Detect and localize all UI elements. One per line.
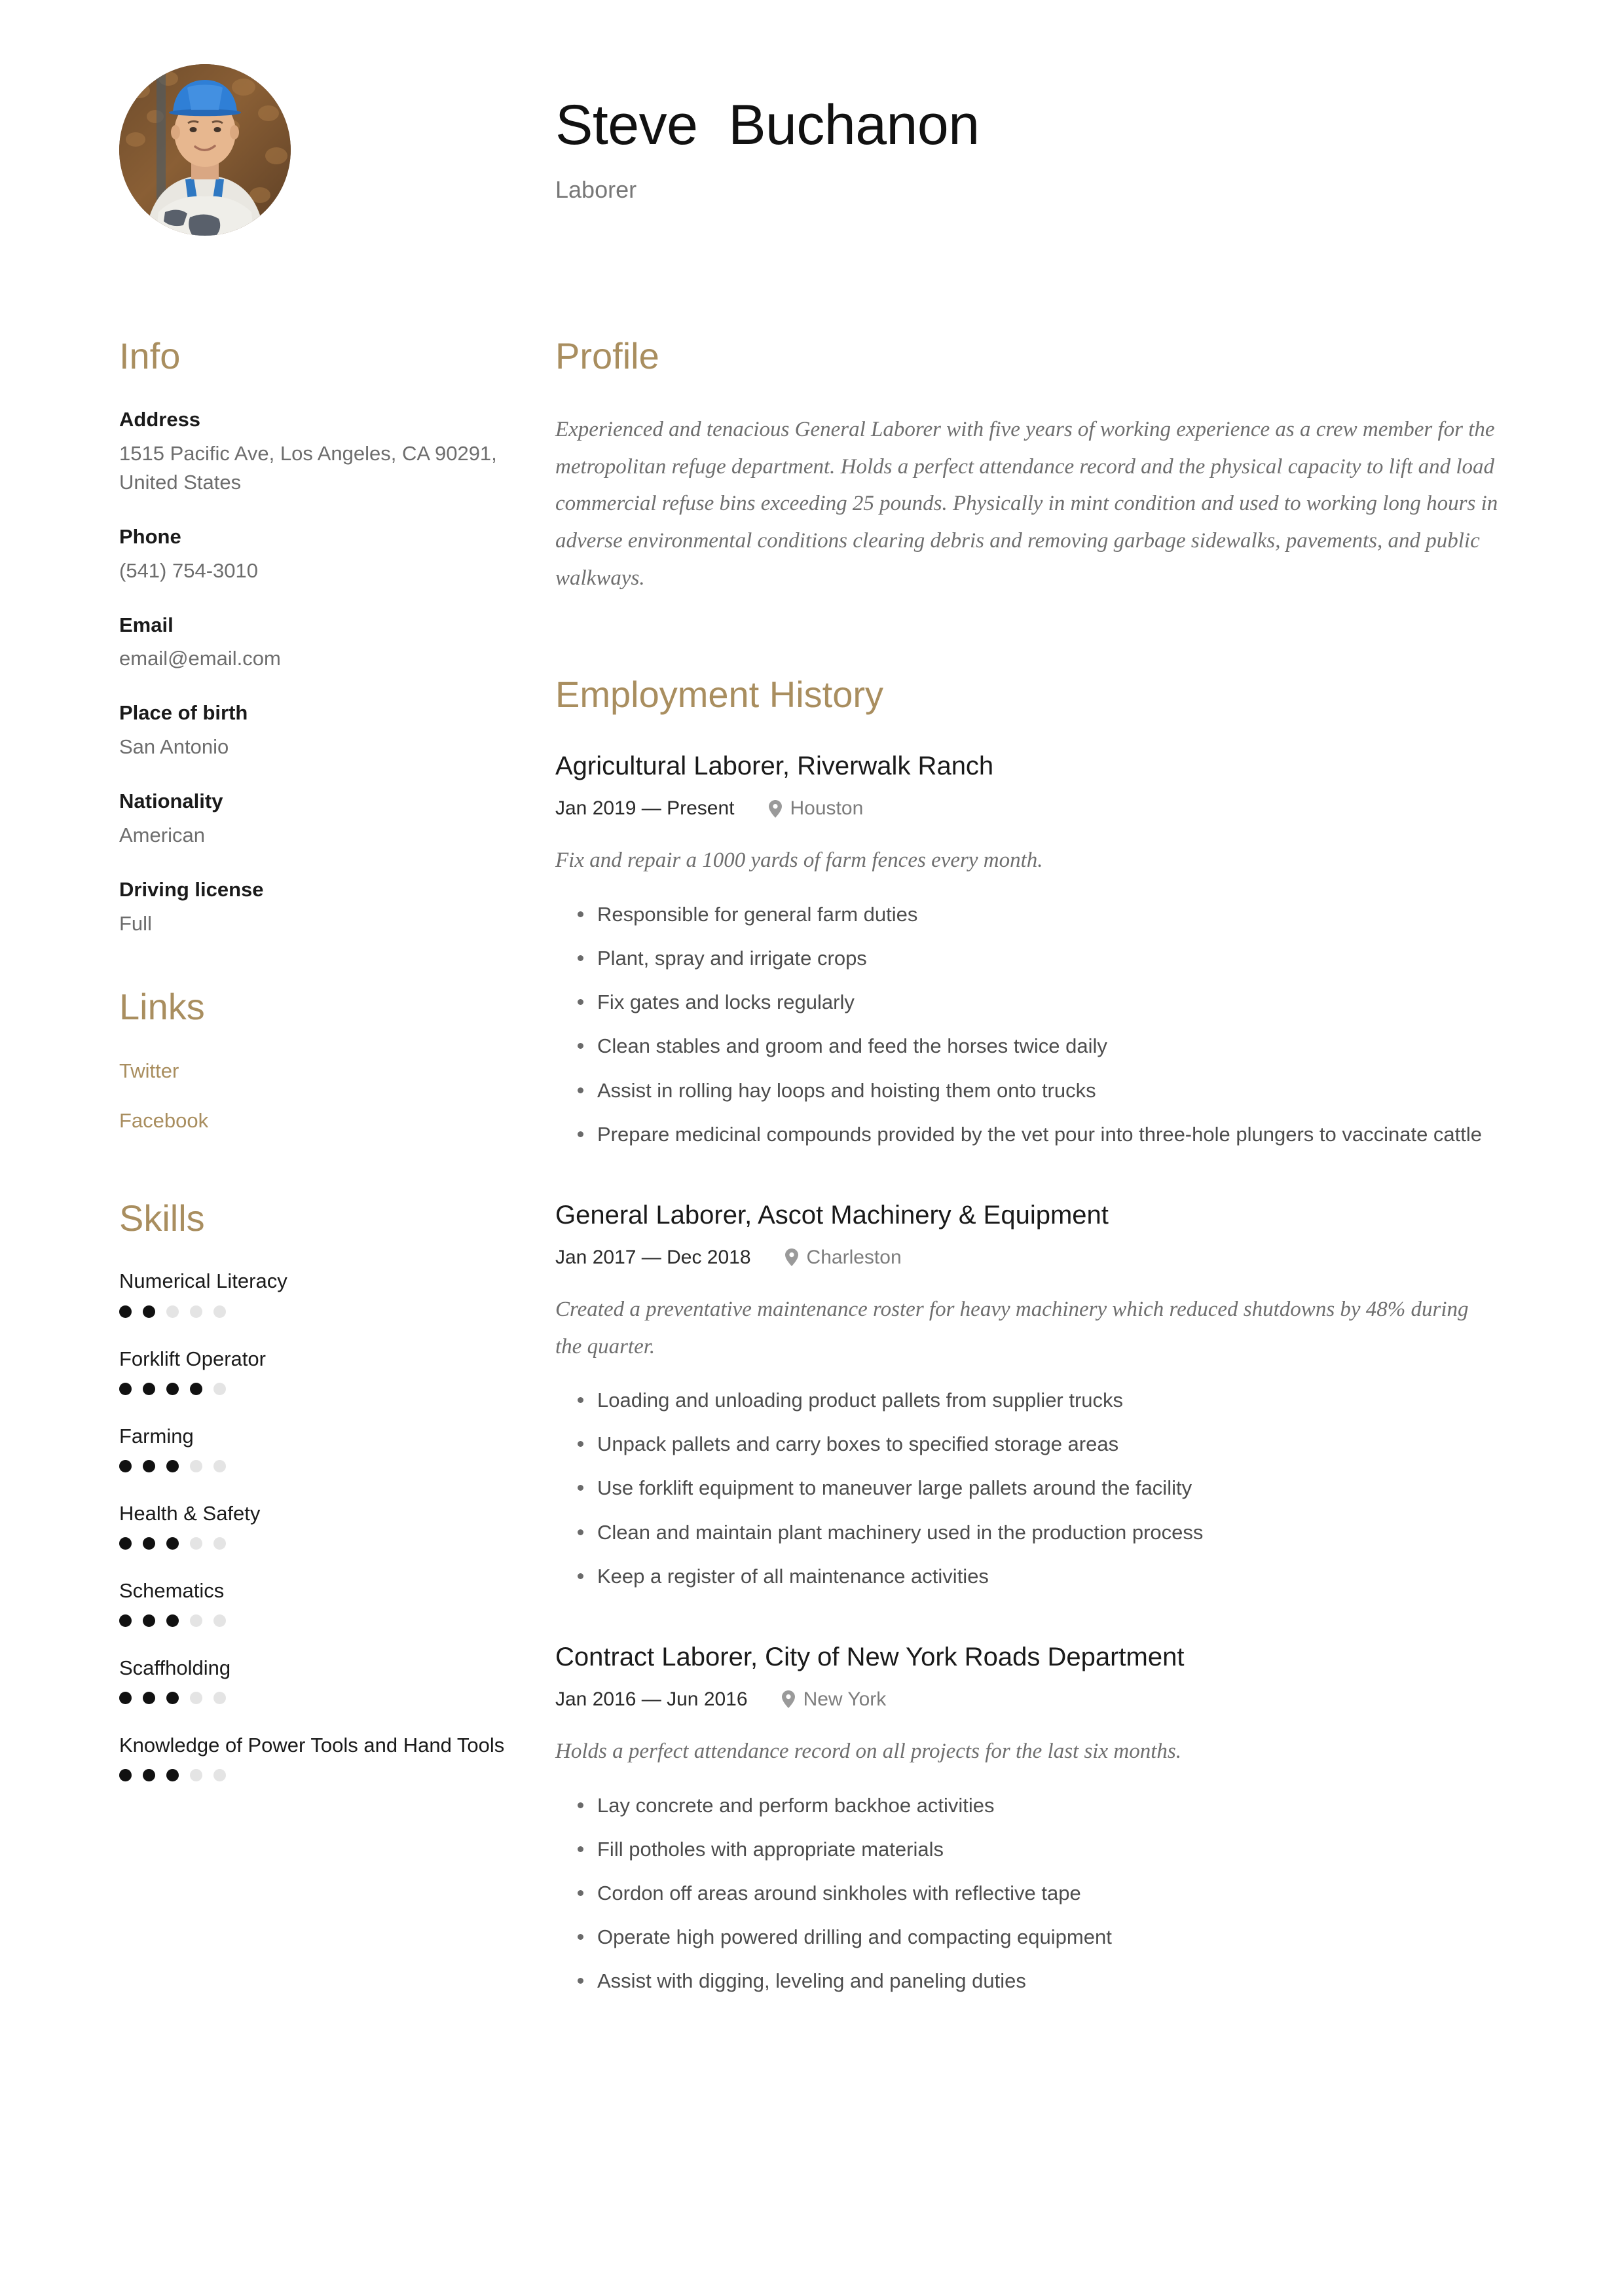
rating-dot-empty bbox=[190, 1769, 202, 1781]
job-location bbox=[782, 1688, 887, 1711]
info-label: Nationality bbox=[119, 790, 223, 813]
main-column bbox=[555, 337, 1538, 2045]
info-item-nationality bbox=[119, 788, 512, 850]
rating-dot-filled bbox=[166, 1614, 179, 1627]
skill-item bbox=[119, 1654, 512, 1704]
info-item-email bbox=[119, 611, 512, 674]
info-label: Email bbox=[119, 613, 174, 636]
job-role: Agricultural Laborer, Riverwalk Ranch bbox=[555, 752, 994, 781]
job-bullet: Clean stables and groom and feed the horses twice daily bbox=[597, 1030, 1514, 1061]
rating-dot-filled bbox=[119, 1537, 132, 1550]
rating-dot-filled bbox=[166, 1383, 179, 1395]
rating-dot-filled bbox=[190, 1383, 202, 1395]
avatar bbox=[119, 64, 291, 236]
info-value: (541) 754-3010 bbox=[119, 558, 258, 582]
rating-dot-filled bbox=[119, 1305, 132, 1318]
rating-dot-filled bbox=[119, 1769, 132, 1781]
rating-dot-filled bbox=[143, 1769, 155, 1781]
location-pin-icon bbox=[785, 1248, 798, 1266]
links-section bbox=[119, 985, 512, 1135]
job-bullet: Unpack pallets and carry boxes to specified storage areas bbox=[597, 1429, 1514, 1459]
job-role: Contract Laborer, City of New York Roads Department bbox=[555, 1642, 1185, 1671]
job-summary: Fix and repair a 1000 yards of farm fences every month. bbox=[555, 848, 1043, 873]
employment-heading: Employment History bbox=[555, 673, 884, 715]
job-location-label: Houston bbox=[790, 797, 864, 820]
rating-dot-filled bbox=[166, 1769, 179, 1781]
info-label: Address bbox=[119, 407, 201, 431]
skill-item bbox=[119, 1732, 512, 1781]
rating-dot-empty bbox=[213, 1305, 226, 1318]
info-heading: Info bbox=[119, 335, 181, 376]
rating-dot-empty bbox=[166, 1305, 179, 1318]
skill-rating bbox=[119, 1460, 512, 1472]
rating-dot-filled bbox=[143, 1692, 155, 1704]
rating-dot-empty bbox=[213, 1769, 226, 1781]
rating-dot-empty bbox=[213, 1614, 226, 1627]
rating-dot-empty bbox=[213, 1537, 226, 1550]
info-section bbox=[119, 337, 512, 938]
rating-dot-empty bbox=[190, 1305, 202, 1318]
job-bullets bbox=[555, 1790, 1538, 1997]
rating-dot-filled bbox=[166, 1692, 179, 1704]
skill-item bbox=[119, 1577, 512, 1627]
info-item-address bbox=[119, 406, 512, 497]
rating-dot-filled bbox=[143, 1614, 155, 1627]
skill-item bbox=[119, 1267, 512, 1317]
job-location-label: New York bbox=[803, 1688, 887, 1710]
rating-dot-empty bbox=[213, 1383, 226, 1395]
rating-dot-filled bbox=[119, 1460, 132, 1472]
job-date: Jan 2016 — Jun 2016 bbox=[555, 1688, 748, 1710]
info-label: Driving license bbox=[119, 878, 264, 902]
info-label: Phone bbox=[119, 524, 181, 548]
info-item-place-of-birth bbox=[119, 699, 512, 761]
job-bullet: Plant, spray and irrigate crops bbox=[597, 943, 1514, 974]
location-pin-icon bbox=[769, 800, 782, 818]
job-date: Jan 2019 — Present bbox=[555, 797, 735, 820]
job-date: Jan 2017 — Dec 2018 bbox=[555, 1246, 751, 1268]
info-item-driving-license bbox=[119, 876, 512, 938]
skills-heading: Skills bbox=[119, 1197, 205, 1239]
job-bullet: Cordon off areas around sinkholes with reflective tape bbox=[597, 1878, 1514, 1908]
rating-dot-filled bbox=[166, 1537, 179, 1550]
info-value: American bbox=[119, 824, 205, 847]
info-item-phone bbox=[119, 523, 512, 585]
job-bullet: Fix gates and locks regularly bbox=[597, 987, 1514, 1017]
skill-item bbox=[119, 1500, 512, 1550]
name-block bbox=[555, 94, 1538, 203]
skill-item bbox=[119, 1423, 512, 1472]
resume-header bbox=[0, 0, 1624, 288]
skill-rating bbox=[119, 1614, 512, 1627]
job-location bbox=[785, 1247, 902, 1269]
rating-dot-filled bbox=[119, 1692, 132, 1704]
info-value: Full bbox=[119, 911, 152, 935]
link-facebook[interactable]: Facebook bbox=[119, 1109, 209, 1133]
job-bullet: Use forklift equipment to maneuver large pallets around the facility bbox=[597, 1472, 1514, 1503]
job-meta bbox=[555, 1688, 1538, 1711]
job-summary: Created a preventative maintenance roster for heavy machinery which reduced shutdowns by 48% during the quarter. bbox=[555, 1297, 1469, 1358]
skill-rating bbox=[119, 1305, 512, 1318]
info-value: email@email.com bbox=[119, 647, 281, 670]
skill-name: Numerical Literacy bbox=[119, 1269, 287, 1293]
job-bullet: Clean and maintain plant machinery used in the production process bbox=[597, 1517, 1514, 1548]
sidebar bbox=[119, 337, 512, 1809]
rating-dot-empty bbox=[213, 1460, 226, 1472]
job-bullet: Lay concrete and perform backhoe activities bbox=[597, 1790, 1514, 1821]
job-title-subtitle: Laborer bbox=[555, 176, 637, 203]
job-bullet: Responsible for general farm duties bbox=[597, 899, 1514, 930]
skill-name: Health & Safety bbox=[119, 1501, 261, 1525]
rating-dot-filled bbox=[166, 1460, 179, 1472]
job-meta bbox=[555, 797, 1538, 820]
rating-dot-filled bbox=[143, 1537, 155, 1550]
rating-dot-empty bbox=[213, 1692, 226, 1704]
job-entry bbox=[555, 749, 1538, 1149]
skills-section bbox=[119, 1199, 512, 1782]
rating-dot-empty bbox=[190, 1614, 202, 1627]
profile-section bbox=[555, 337, 1538, 597]
info-value: 1515 Pacific Ave, Los Angeles, CA 90291, United States bbox=[119, 441, 497, 494]
job-entry bbox=[555, 1198, 1538, 1592]
job-location-label: Charleston bbox=[806, 1246, 902, 1268]
skill-rating bbox=[119, 1769, 512, 1781]
skill-name: Schematics bbox=[119, 1578, 225, 1602]
rating-dot-filled bbox=[119, 1614, 132, 1627]
job-summary: Holds a perfect attendance record on all projects for the last six months. bbox=[555, 1739, 1181, 1763]
job-bullet: Fill potholes with appropriate materials bbox=[597, 1834, 1514, 1865]
rating-dot-filled bbox=[143, 1305, 155, 1318]
skill-name: Scaffholding bbox=[119, 1656, 231, 1680]
location-pin-icon bbox=[782, 1690, 795, 1708]
link-twitter[interactable]: Twitter bbox=[119, 1059, 179, 1082]
rating-dot-filled bbox=[119, 1383, 132, 1395]
page-title: Steve Buchanon bbox=[555, 94, 980, 156]
job-bullets bbox=[555, 1385, 1538, 1592]
employment-section bbox=[555, 673, 1538, 1997]
job-location bbox=[769, 797, 864, 820]
info-label: Place of birth bbox=[119, 701, 248, 725]
job-bullet: Prepare medicinal compounds provided by the vet pour into three-hole plungers to vaccinate cattle bbox=[597, 1119, 1514, 1150]
job-bullet: Loading and unloading product pallets from supplier trucks bbox=[597, 1385, 1514, 1415]
skill-rating bbox=[119, 1692, 512, 1704]
job-bullet: Assist with digging, leveling and paneling duties bbox=[597, 1965, 1514, 1996]
rating-dot-empty bbox=[190, 1537, 202, 1550]
skill-name: Forklift Operator bbox=[119, 1347, 266, 1370]
skill-rating bbox=[119, 1383, 512, 1395]
job-bullets bbox=[555, 899, 1538, 1150]
job-bullet: Assist in rolling hay loops and hoisting them onto trucks bbox=[597, 1075, 1514, 1106]
rating-dot-empty bbox=[190, 1692, 202, 1704]
job-meta bbox=[555, 1247, 1538, 1269]
skill-name: Knowledge of Power Tools and Hand Tools bbox=[119, 1734, 505, 1757]
skill-item bbox=[119, 1345, 512, 1395]
job-bullet: Keep a register of all maintenance activities bbox=[597, 1561, 1514, 1592]
rating-dot-empty bbox=[190, 1460, 202, 1472]
skill-rating bbox=[119, 1537, 512, 1550]
profile-heading: Profile bbox=[555, 335, 659, 376]
job-bullet: Operate high powered drilling and compacting equipment bbox=[597, 1922, 1514, 1952]
job-role: General Laborer, Ascot Machinery & Equipment bbox=[555, 1200, 1109, 1230]
profile-text: Experienced and tenacious General Laborer with five years of working experience as a crew member for the metropolitan refuge department. Holds a perfect attendance record and the physical capacity to lift and load commercial refuse bins exceeding 25 pounds. Physically in mint condition and used to working long hours in adverse environmental conditions clearing debris and removing garbage sidewalks, pavements, and public walkways. bbox=[555, 417, 1498, 590]
rating-dot-filled bbox=[143, 1383, 155, 1395]
job-entry bbox=[555, 1640, 1538, 1996]
links-heading: Links bbox=[119, 985, 205, 1027]
skill-name: Farming bbox=[119, 1424, 194, 1448]
info-value: San Antonio bbox=[119, 735, 229, 759]
rating-dot-filled bbox=[143, 1460, 155, 1472]
